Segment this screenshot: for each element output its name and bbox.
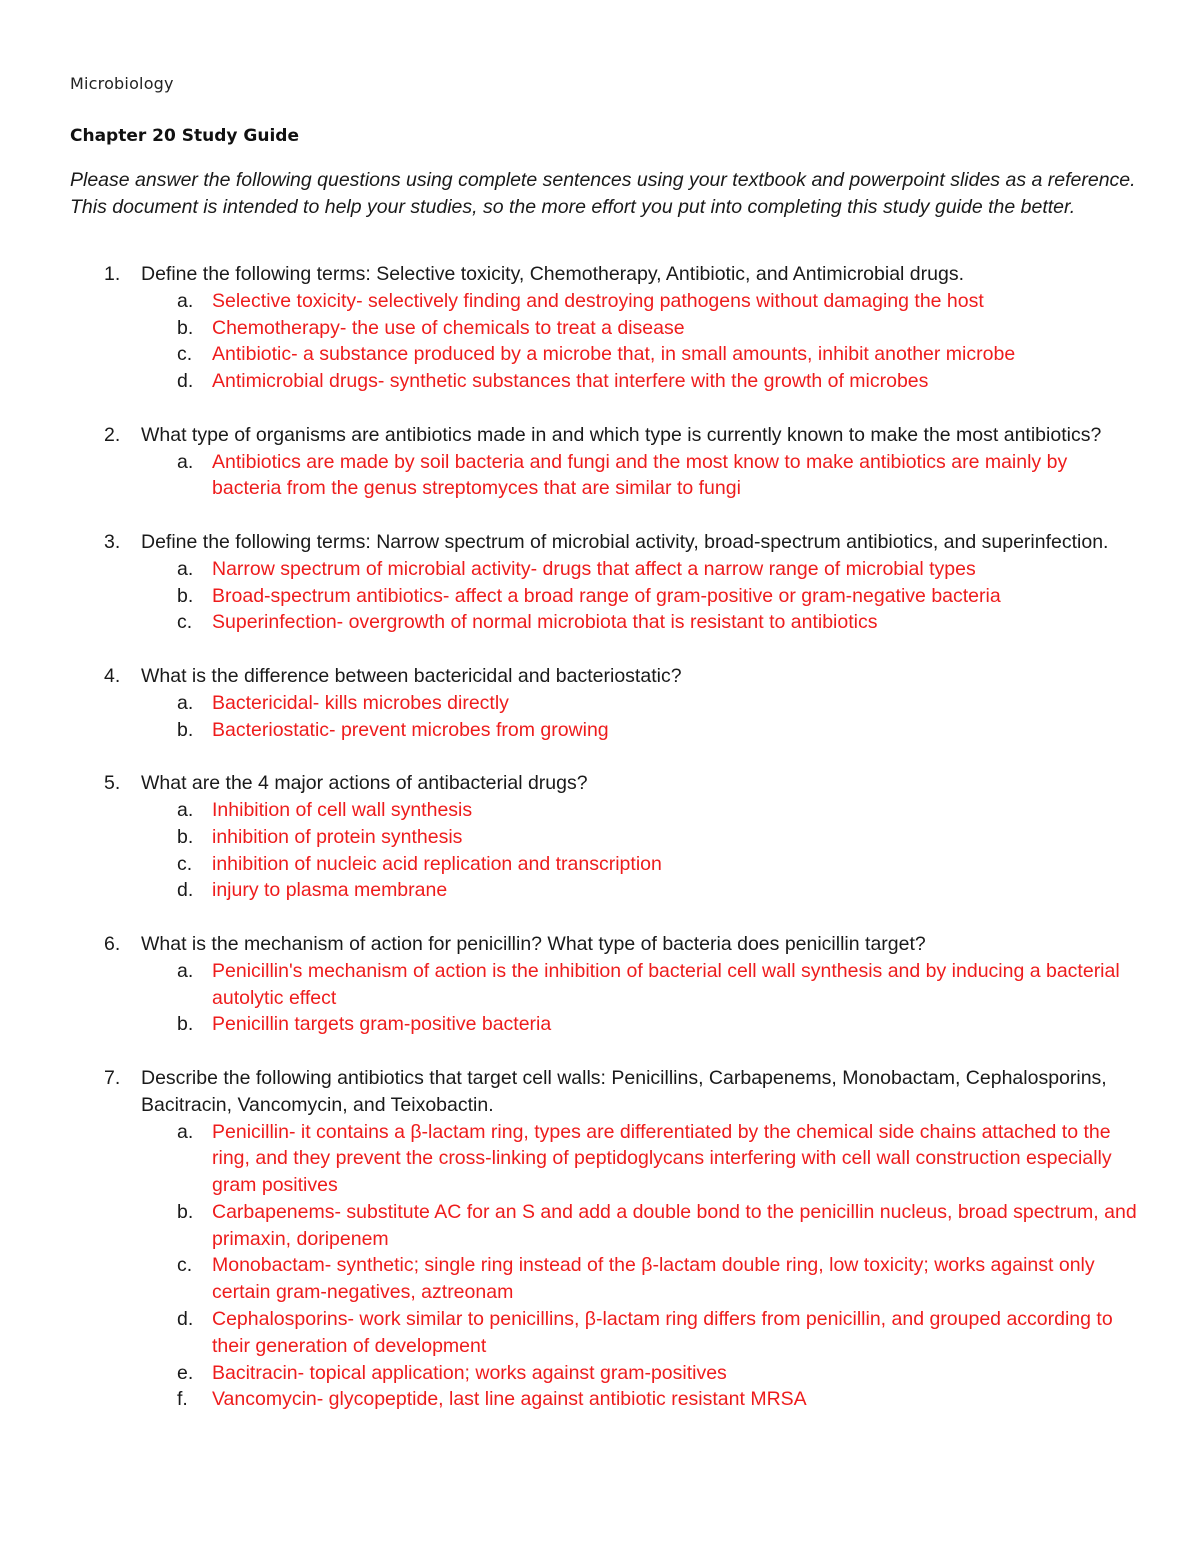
answer-text: Bacitracin- topical application; works against gram-positives — [212, 1361, 727, 1384]
answer-list — [141, 556, 1140, 636]
question-text: Describe the following antibiotics that target cell walls: Penicillins, Carbapenems, Monobactam, Cephalosporins, Bacitracin, Vancomycin, and Teixobactin. — [141, 1066, 1107, 1116]
question-number: 5. — [104, 772, 121, 795]
answer-letter: b. — [177, 825, 194, 848]
question-text: Define the following terms: Narrow spectrum of microbial activity, broad-spectrum antibiotics, and superinfection. — [141, 530, 1109, 553]
answer-item — [141, 690, 1140, 717]
question-list — [70, 261, 1140, 1440]
answer-text: Bactericidal- kills microbes directly — [212, 691, 509, 714]
answer-letter: d. — [177, 1308, 194, 1331]
answer-item — [141, 368, 1140, 395]
answer-item — [141, 1011, 1140, 1038]
question-item — [70, 663, 1140, 743]
answer-text: Cephalosporins- work similar to penicillins, β-lactam ring differs from penicillin, and grouped according to their generation of development — [212, 1308, 1113, 1357]
question-text: Define the following terms: Selective toxicity, Chemotherapy, Antibiotic, and Antimicrobial drugs. — [141, 263, 964, 285]
answer-letter: d. — [177, 879, 194, 902]
answer-text: Inhibition of cell wall synthesis — [212, 798, 473, 821]
question-number: 2. — [104, 423, 121, 446]
answer-item — [141, 797, 1140, 824]
answer-letter: c. — [177, 852, 193, 875]
question-item — [70, 931, 1140, 1038]
answer-letter: b. — [177, 1013, 194, 1036]
answer-text: Superinfection- overgrowth of normal microbiota that is resistant to antibiotics — [212, 611, 878, 634]
answer-item — [141, 288, 1140, 315]
answer-text: Penicillin targets gram-positive bacteria — [212, 1013, 552, 1036]
question-number: 7. — [104, 1066, 121, 1089]
answer-item — [141, 1386, 1140, 1413]
answer-item — [141, 556, 1140, 583]
answer-item — [141, 1360, 1140, 1387]
answer-list — [141, 690, 1140, 744]
question-number: 3. — [104, 530, 121, 553]
question-text: What is the difference between bactericidal and bacteriostatic? — [141, 664, 682, 687]
answer-item — [141, 341, 1140, 368]
answer-letter: a. — [177, 798, 194, 821]
answer-item — [141, 851, 1140, 878]
answer-item — [141, 1252, 1140, 1306]
answer-letter: f. — [177, 1388, 188, 1411]
answer-text: Penicillin- it contains a β-lactam ring, types are differentiated by the chemical side chains attached to the ring, and they prevent the cross-linking of peptidoglycans interfering with cell wall construction especially gram positives — [212, 1120, 1112, 1197]
answer-letter: d. — [177, 370, 194, 393]
question-number: 1. — [104, 263, 121, 285]
answer-item — [141, 1119, 1140, 1199]
question-item — [70, 770, 1140, 904]
answer-item — [141, 583, 1140, 610]
answer-item — [141, 958, 1140, 1012]
answer-item — [141, 877, 1140, 904]
instructions-paragraph: Please answer the following questions using complete sentences using your textbook and powerpoint slides as a reference. This document is intended to help your studies, so the more effort you put into completing this study guide the better. — [70, 169, 1136, 218]
answer-item — [141, 717, 1140, 744]
answer-letter: e. — [177, 1361, 194, 1384]
course-name: Microbiology — [70, 74, 174, 93]
answer-letter: a. — [177, 959, 194, 982]
answer-text: inhibition of nucleic acid replication and transcription — [212, 852, 662, 875]
answer-text: Antibiotic- a substance produced by a microbe that, in small amounts, inhibit another microbe — [212, 343, 1016, 366]
answer-letter: c. — [177, 343, 193, 366]
answer-text: Narrow spectrum of microbial activity- drugs that affect a narrow range of microbial types — [212, 557, 976, 580]
question-text: What is the mechanism of action for penicillin? What type of bacteria does penicillin target? — [141, 932, 926, 955]
answer-letter: a. — [177, 1120, 194, 1143]
answer-text: injury to plasma membrane — [212, 879, 448, 902]
answer-text: Monobactam- synthetic; single ring instead of the β-lactam double ring, low toxicity; works against only certain gram-negatives, aztreonam — [212, 1254, 1095, 1304]
question-number: 4. — [104, 664, 121, 687]
question-number: 6. — [104, 932, 121, 955]
answer-text: Carbapenems- substitute AC for an S and add a double bond to the penicillin nucleus, broad spectrum, and primaxin, doripenem — [212, 1200, 1137, 1250]
answer-text: Chemotherapy- the use of chemicals to treat a disease — [212, 316, 685, 339]
answer-item — [141, 1199, 1140, 1253]
page-title: Chapter 20 Study Guide — [70, 126, 299, 146]
answer-letter: a. — [177, 557, 194, 580]
answer-letter: b. — [177, 316, 194, 339]
question-text: What type of organisms are antibiotics made in and which type is currently known to make the most antibiotics? — [141, 423, 1102, 446]
answer-item — [141, 824, 1140, 851]
answer-text: Antibiotics are made by soil bacteria and fungi and the most know to make antibiotics are mainly by bacteria from the genus streptomyces that are similar to fungi — [212, 450, 1068, 500]
answer-letter: b. — [177, 718, 194, 741]
answer-letter: a. — [177, 691, 194, 714]
answer-letter: a. — [177, 289, 194, 312]
answer-text: Bacteriostatic- prevent microbes from growing — [212, 718, 609, 741]
answer-text: Antimicrobial drugs- synthetic substances that interfere with the growth of microbes — [212, 370, 929, 393]
answer-item — [141, 609, 1140, 636]
answer-text: inhibition of protein synthesis — [212, 825, 463, 848]
answer-list — [141, 1119, 1140, 1414]
answer-letter: b. — [177, 1200, 194, 1223]
answer-text: Broad-spectrum antibiotics- affect a broad range of gram-positive or gram-negative bacteria — [212, 584, 1001, 607]
answer-list — [141, 288, 1140, 395]
answer-text: Selective toxicity- selectively finding and destroying pathogens without damaging the host — [212, 289, 984, 312]
answer-item — [141, 315, 1140, 342]
answer-list — [141, 958, 1140, 1038]
answer-letter: b. — [177, 584, 194, 607]
answer-item — [141, 1306, 1140, 1360]
question-item — [70, 529, 1140, 636]
answer-letter: c. — [177, 611, 193, 634]
question-item — [70, 261, 1140, 395]
answer-letter: a. — [177, 450, 194, 473]
answer-letter: c. — [177, 1254, 193, 1277]
answer-list — [141, 449, 1140, 503]
question-item — [70, 1065, 1140, 1413]
question-item — [70, 422, 1140, 502]
answer-text: Penicillin's mechanism of action is the inhibition of bacterial cell wall synthesis and by inducing a bacterial autolytic effect — [212, 959, 1120, 1009]
answer-text: Vancomycin- glycopeptide, last line against antibiotic resistant MRSA — [212, 1388, 807, 1411]
question-text: What are the 4 major actions of antibacterial drugs? — [141, 772, 588, 795]
answer-item — [141, 449, 1140, 503]
answer-list — [141, 797, 1140, 904]
